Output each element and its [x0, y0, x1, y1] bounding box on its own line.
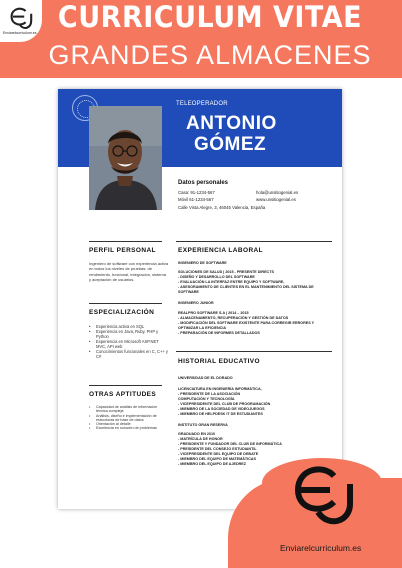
job-line: - ALMACENAMIENTO, RECUPERACIÓN Y GESTIÓN DE DATOS — [178, 316, 289, 320]
list-item: • Capacidad de análisis de información técnica compleja — [89, 405, 169, 414]
divider — [89, 303, 162, 304]
job-heading: INGENIERO DE SOFTWARE — [178, 261, 227, 265]
list-item: • Excelencia en solución de problemas — [89, 426, 169, 430]
email-address: hola@unsitiogenial.es — [256, 190, 299, 195]
school-line: - MIEMBRO DE HELPDESK IT DE ESTUDIANTES — [178, 412, 263, 416]
job-line: - PREPARACIÓN DE INFORMES DETALLADOS — [178, 331, 260, 335]
school-line: - PRESIDENTE Y FUNDADOR DEL CLUB DE INFORMÁTICA — [178, 442, 282, 446]
banner-subtitle: GRANDES ALMACENES — [48, 40, 372, 70]
first-name: ANTONIO — [186, 113, 277, 134]
phone-mobile: Móvil 61-1234-567 — [178, 197, 214, 202]
portrait-image — [89, 106, 162, 210]
list-item: • Experiencia en Java, Ruby, PHP y Python — [89, 329, 169, 339]
school-line: - VICEPRESIDENTE DEL EQUIPO DE DEBATE — [178, 452, 259, 456]
skills-title: OTRAS APTITUDES — [89, 391, 157, 398]
postal-address: Calle Vista Alegre, 3, 46045 Valencia, España — [178, 205, 266, 210]
list-item: • Análisis, diseño e implementación de estructuras de base de datos — [89, 414, 169, 423]
school-line: - MIEMBRO DE LA SOCIEDAD DE VIDEOJUEGOS — [178, 407, 265, 411]
brand-name: Enviarelcurriculum.es — [280, 543, 362, 553]
last-name: GÓMEZ — [194, 134, 267, 155]
job-company: REALPRO SOFTWARE S.A | 2014 – 2015 — [178, 311, 249, 315]
school-heading: INSTITUTO GRAN RESERVA — [178, 423, 228, 427]
personal-data-title: Datos personales — [178, 180, 229, 186]
phone-home: Casa: 91-1234-567 — [178, 190, 215, 195]
school-line: - PRESIDENTE DEL CONSEJO ESTUDIANTIL — [178, 447, 257, 451]
divider — [89, 241, 162, 242]
school-line: - VICEPRESIDENTE DEL CLUB DE PROGRAMACIÓN — [178, 402, 271, 406]
experience-title: EXPERIENCIA LABORAL — [178, 247, 264, 254]
job-heading: INGENIERO JUNIOR — [178, 301, 214, 305]
list-item: • Experiencia activa en SQL — [89, 324, 169, 329]
divider — [176, 351, 332, 352]
job-line: - EVALUACIÓN LA INTERFAZ ENTRE EQUIPO Y SOFTWARE, — [178, 280, 285, 284]
school-line: - MIEMBRO DEL EQUIPO DE AJEDREZ — [178, 462, 247, 466]
profile-text: Ingeniero de software con experiencia activa en todos los niveles de pruebas: de rendimiento, funcional, integración, sistema y aceptación de usuarios. — [89, 261, 169, 283]
list-item: • Orientación al detalle — [89, 422, 169, 426]
divider — [176, 241, 332, 242]
school-line: GRADUADO EN 2010 — [178, 432, 216, 436]
school-line: - MATRÍCULA DE HONOR — [178, 437, 223, 441]
brand-name-small: Enviarelcurriculum.es — [3, 31, 37, 35]
job-title: TELEOPERADOR — [176, 101, 228, 107]
education-title: HISTORIAL EDUCATIVO — [178, 358, 260, 365]
list-item: • Experiencia en Microsoft ASP.NET MVC, API web — [89, 339, 169, 349]
specialization-title: ESPECIALIZACIÓN — [89, 309, 155, 316]
school-line: COMPUTACIÓN Y TECNOLOGÍA — [178, 397, 235, 401]
school-heading: UNIVERSIDAD DE EL DORADO — [178, 376, 233, 380]
specialization-list — [89, 324, 169, 359]
school-line: - MIEMBRO DEL EQUIPO DE MATEMÁTICAS — [178, 457, 256, 461]
job-line: - ASESORAMIENTO DE CLIENTES EN EL MANTENIMIENTO DEL SISTEMA DE SOFTWARE — [178, 285, 314, 294]
profile-photo — [89, 106, 162, 210]
ea-monogram-icon — [6, 4, 34, 32]
job-line: - DISEÑO Y DESARROLLO DEL SOFTWARE — [178, 275, 255, 279]
title-banner — [0, 0, 402, 78]
cv-document — [58, 89, 342, 509]
school-line: - PRESIDENTE DE LA ASOCIACIÓN — [178, 392, 241, 396]
skills-list — [89, 405, 169, 431]
ea-monogram-icon — [288, 460, 358, 530]
banner-title: CURRICULUM VITAE — [57, 0, 363, 35]
profile-title: PERFIL PERSONAL — [89, 247, 156, 254]
list-item: • Conocimientos funcionales en C, C++ y C# — [89, 349, 169, 359]
website: www.unsitiogenial.es — [256, 197, 296, 202]
divider — [89, 385, 162, 386]
job-line: - MODIFICACIÓN DEL SOFTWARE EXISTENTE PARA CORREGIR ERRORES Y OPTIMIZAR LA EFICIENCIA — [178, 321, 315, 330]
job-company: SOLUCIONES DE SALUD | 2015 - PRESENTE DIRECTS — [178, 270, 274, 274]
school-line: LICENCIATURA EN INGENIERÍA INFORMÁTICA, — [178, 387, 262, 391]
